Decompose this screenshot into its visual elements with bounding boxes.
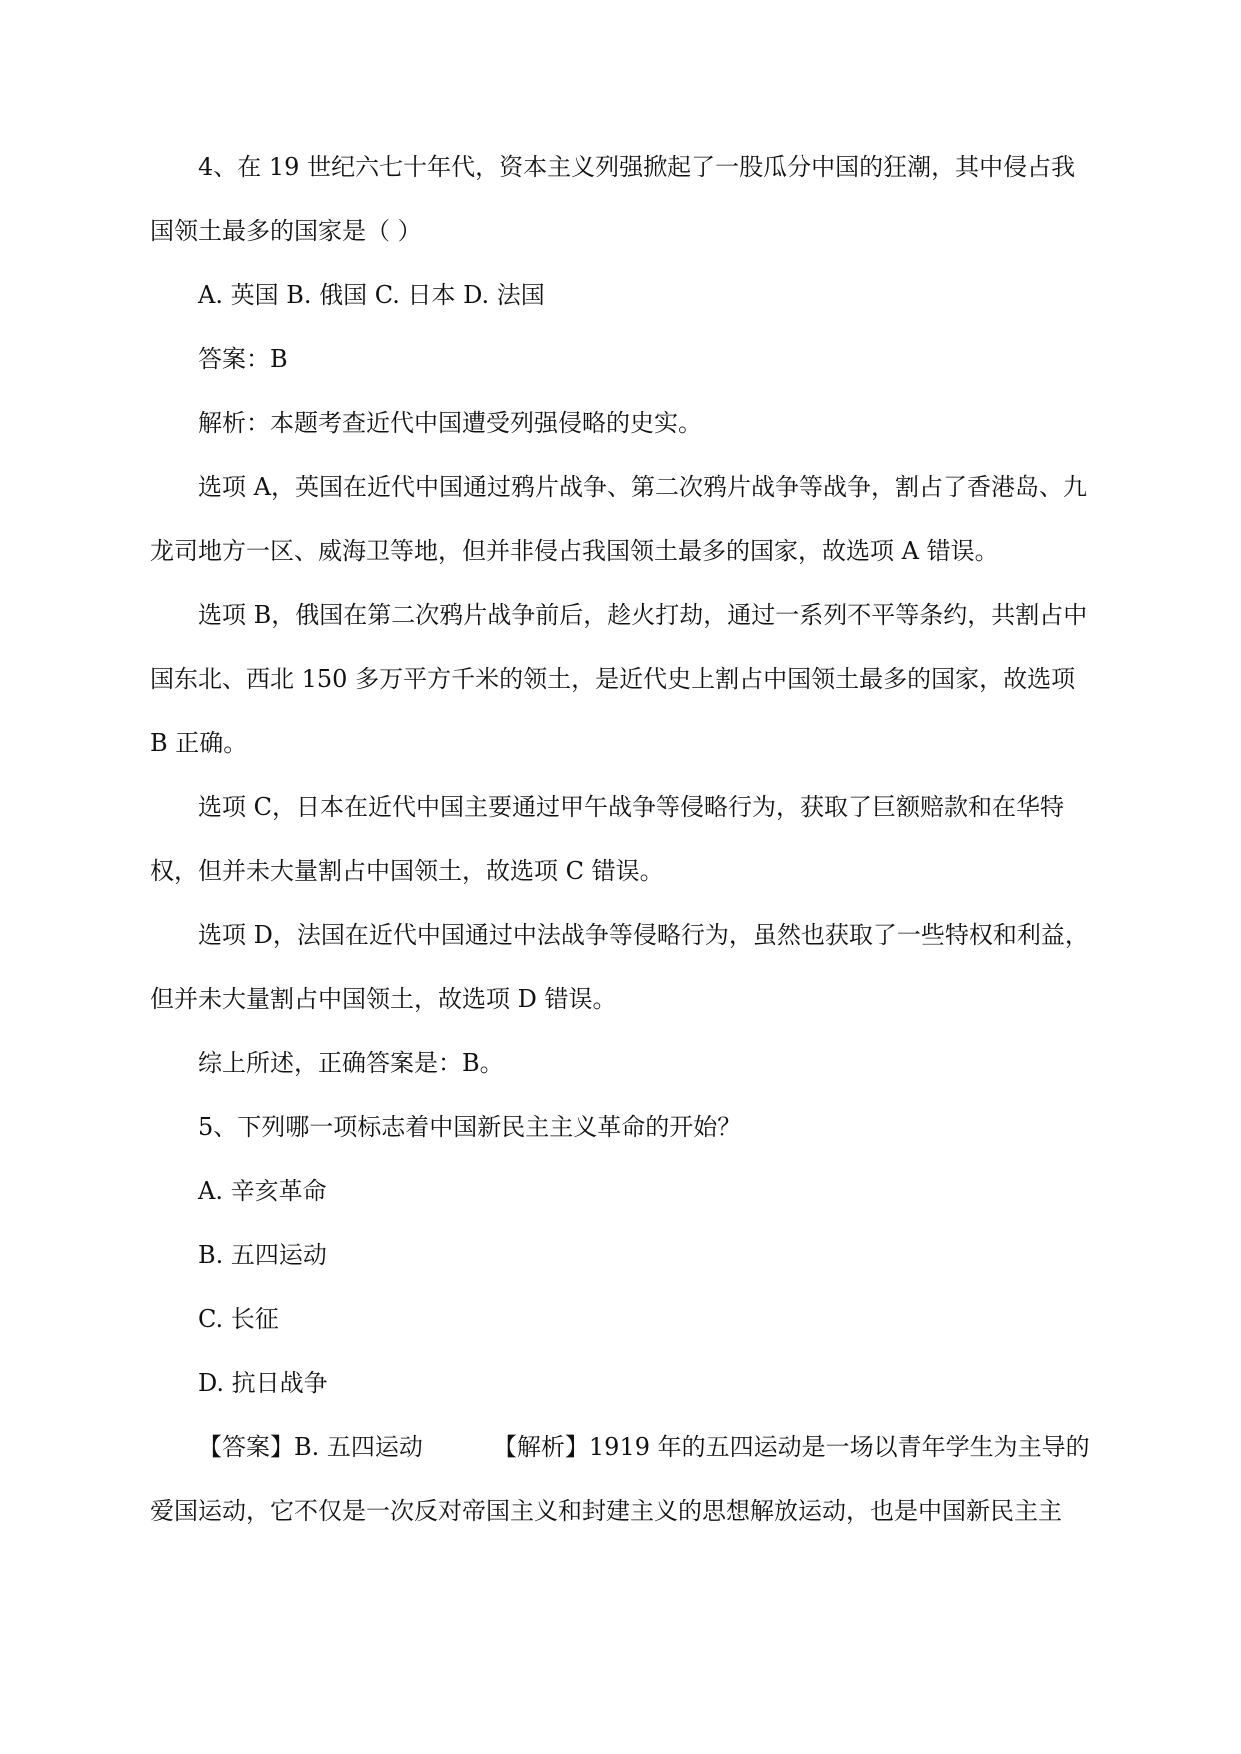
document-body xyxy=(150,135,1090,1543)
question-5-option-b: B. 五四运动 xyxy=(198,1241,327,1269)
question-5-analysis: 【解析】1919 年的五四运动是一场以青年学生为主导的爱国运动，它不仅是一次反对帝国主义和封建主义的思想解放运动，也是中国新民主主 xyxy=(150,1433,1090,1525)
question-4-option-a-explanation: 选项 A，英国在近代中国通过鸦片战争、第二次鸦片战争等战争，割占了香港岛、九龙司地方一区、威海卫等地，但并非侵占我国领土最多的国家，故选项 A 错误。 xyxy=(150,473,1087,565)
question-5-option-d: D. 抗日战争 xyxy=(198,1369,328,1397)
question-4-option-c-explanation: 选项 C，日本在近代中国主要通过甲午战争等侵略行为，获取了巨额赔款和在华特权，但并未大量割占中国领土，故选项 C 错误。 xyxy=(150,793,1064,885)
question-4-options: A. 英国 B. 俄国 C. 日本 D. 法国 xyxy=(198,281,545,309)
question-4-summary: 综上所述，正确答案是：B。 xyxy=(198,1049,504,1077)
question-5-option-c: C. 长征 xyxy=(198,1305,279,1333)
question-4-option-b-explanation: 选项 B，俄国在第二次鸦片战争前后，趁火打劫，通过一系列不平等条约，共割占中国东北、西北 150 多万平方千米的领土，是近代史上割占中国领土最多的国家，故选项 B 正确。 xyxy=(150,601,1088,757)
question-5-answer: 【答案】B. 五四运动 xyxy=(198,1433,423,1461)
question-4-text: 4、在 19 世纪六七十年代，资本主义列强掀起了一股瓜分中国的狂潮，其中侵占我国领土最多的国家是（ ） xyxy=(150,153,1076,245)
question-4-analysis-intro: 解析：本题考查近代中国遭受列强侵略的史实。 xyxy=(198,409,702,437)
question-5-text: 5、下列哪一项标志着中国新民主主义革命的开始？ xyxy=(198,1113,742,1141)
question-4-answer: 答案：B xyxy=(198,345,288,373)
question-5-answer-analysis xyxy=(150,1415,1090,1543)
question-4-option-d-explanation: 选项 D，法国在近代中国通过中法战争等侵略行为，虽然也获取了一些特权和利益，但并未大量割占中国领土，故选项 D 错误。 xyxy=(150,921,1089,1013)
question-5-option-a: A. 辛亥革命 xyxy=(198,1177,327,1205)
